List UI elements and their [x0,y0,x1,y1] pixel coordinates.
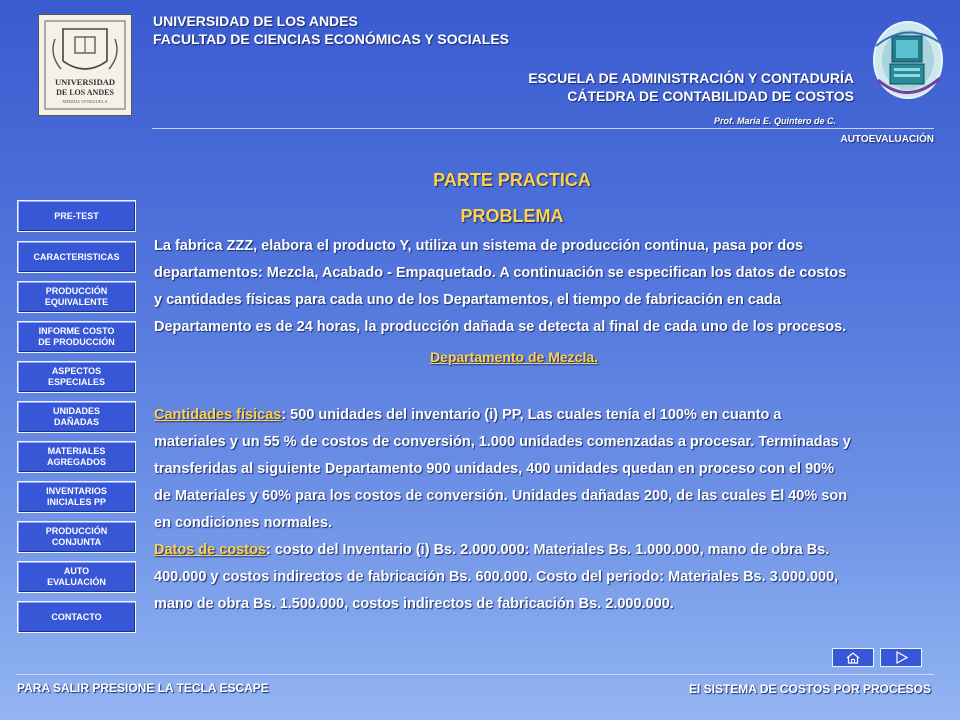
costs-text: : costo del Inventario (i) Bs. 2.000.000: Materiales Bs. 1.000.000, mano de obra Bs. [266,542,830,558]
home-icon [833,649,873,666]
school-name: ESCUELA DE ADMINISTRACIÓN Y CONTADURÍA [528,70,854,86]
chair-name: CÁTEDRA DE CONTABILIDAD DE COSTOS [567,88,854,104]
home-button[interactable] [832,648,874,667]
quantities-line: materiales y un 55 % de costos de conversión, 1.000 unidades comenzadas a procesar. Terminadas y [154,434,851,450]
computer-globe-icon [870,20,946,106]
costs-line: 400.000 y costos indirectos de fabricación Bs. 600.000. Costo del periodo: Materiales Bs. 3.000.000, [154,569,839,585]
quantities-line: de Materiales y 60% para los costos de conversión. Unidades dañadas 200, de las cuales El 40% son [154,488,848,504]
university-logo [38,14,132,116]
quantities-label: Cantidades físicas [154,407,282,423]
footer-divider [16,674,934,675]
exit-instruction: PARA SALIR PRESIONE LA TECLA ESCAPE [17,681,269,695]
nav-informe-costo-button[interactable]: INFORME COSTO DE PRODUCCIÓN [17,321,136,353]
header-divider [152,128,934,129]
nav-pre-test-button[interactable]: PRE-TEST [17,200,136,232]
department-title [154,349,874,365]
intro-line: departamentos: Mezcla, Acabado - Empaquetado. A continuación se especifican los datos de costos [154,265,847,281]
university-name: UNIVERSIDAD DE LOS ANDES [153,13,358,29]
nav-caracteristicas-button[interactable]: CARACTERISTICAS [17,241,136,273]
nav-produccion-conjunta-button[interactable]: PRODUCCIÓN CONJUNTA [17,521,136,553]
nav-unidades-danadas-button[interactable]: UNIDADES DAÑADAS [17,401,136,433]
intro-line: Departamento es de 24 horas, la producción dañada se detecta al final de cada uno de los procesos. [154,319,847,335]
faculty-name: FACULTAD DE CIENCIAS ECONÓMICAS Y SOCIALES [153,31,509,47]
section-label: AUTOEVALUACIÓN [840,134,934,145]
quantities-line: transferidas al siguiente Departamento 900 unidades, 400 unidades quedan en proceso con el 90% [154,461,835,477]
costs-line [154,537,829,564]
intro-line: y cantidades físicas para cada uno de los Departamentos, el tiempo de fabricación en cada [154,292,781,308]
nav-aspectos-especiales-button[interactable]: ASPECTOS ESPECIALES [17,361,136,393]
nav-inventarios-iniciales-button[interactable]: INVENTARIOS INICIALES PP [17,481,136,513]
nav-auto-evaluacion-button[interactable]: AUTO EVALUACIÓN [17,561,136,593]
quantities-line [154,402,782,429]
nav-produccion-equivalente-button[interactable]: PRODUCCIÓN EQUIVALENTE [17,281,136,313]
footer-title: El SISTEMA DE COSTOS POR PROCESOS [688,682,931,696]
professor-name: Prof. María E. Quintero de C. [713,116,836,126]
logo-text-3: MERIDA VENEZUELA [62,99,108,104]
quantities-line: en condiciones normales. [154,515,333,531]
costs-label: Datos de costos [154,542,266,558]
department-title-text: Departamento de Mezcla. [429,349,599,365]
quantities-text: : 500 unidades del inventario (i) PP, Las cuales tenía el 100% en cuanto a [281,407,782,423]
nav-contacto-button[interactable]: CONTACTO [17,601,136,633]
logo-text-1: UNIVERSIDAD [55,77,115,87]
intro-line: La fabrica ZZZ, elabora el producto Y, utiliza un sistema de producción continua, pasa por dos [154,238,804,254]
problem-title: PROBLEMA [460,206,564,226]
next-arrow-icon [881,649,921,666]
logo-text-2: DE LOS ANDES [56,88,114,97]
costs-line: mano de obra Bs. 1.500.000, costos indirectos de fabricación Bs. 2.000.000. [154,596,674,612]
next-button[interactable] [880,648,922,667]
nav-materiales-agregados-button[interactable]: MATERIALES AGREGADOS [17,441,136,473]
part-title: PARTE PRACTICA [433,170,591,190]
